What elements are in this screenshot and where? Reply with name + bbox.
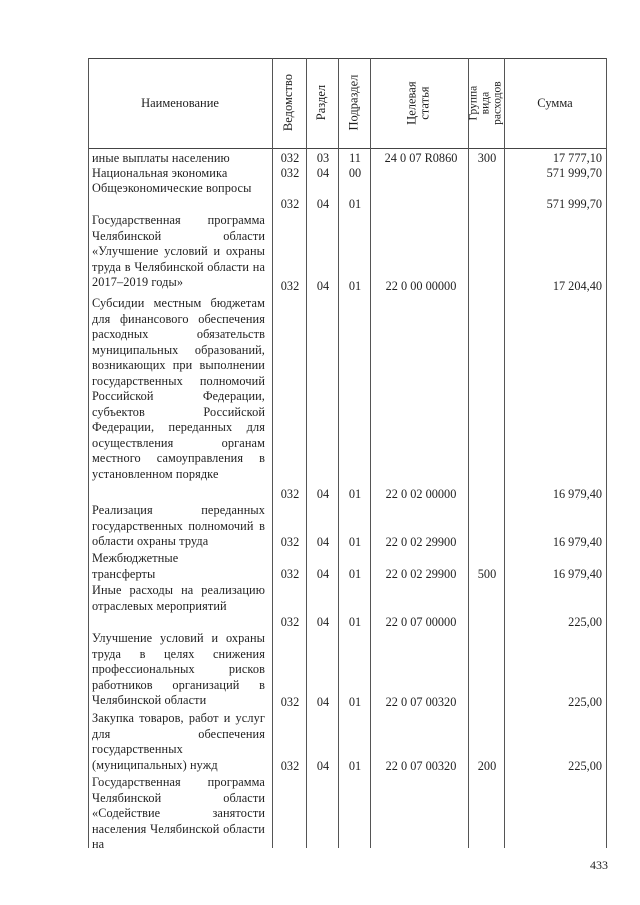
row-razdel: 04 xyxy=(316,759,330,773)
row-summa: 571 999,70 xyxy=(546,166,602,180)
row-name: Субсидии местным бюджетам для финансового обеспечения расходных обязательств муниципальных образований, возникающих при выполнении государственных полномочий Российской Федерации, субъектов Российской Федерации, переданных для осуществления органам местного самоуправления в установленном порядке xyxy=(92,296,265,481)
row-razdel: 04 xyxy=(316,567,330,581)
row-summa: 225,00 xyxy=(568,695,602,709)
column-divider xyxy=(370,58,371,848)
row-podrazdel: 01 xyxy=(348,487,362,501)
header-razdel-label: Раздел xyxy=(314,85,329,121)
row-name: Межбюджетные трансферты xyxy=(92,551,179,581)
row-vedomstvo: 032 xyxy=(280,567,300,581)
row-razdel: 04 xyxy=(316,197,330,211)
row-celevaya: 22 0 07 00320 xyxy=(385,695,457,709)
row-razdel: 04 xyxy=(316,279,330,293)
row-vedomstvo: 032 xyxy=(280,535,300,549)
row-razdel: 04 xyxy=(316,535,330,549)
header-summa xyxy=(504,58,606,148)
row-razdel: 04 xyxy=(316,695,330,709)
header-summa-label: Сумма xyxy=(537,95,573,110)
header-gruppa-label: Группа вида расходов xyxy=(467,81,505,125)
header-name-label: Наименование xyxy=(141,95,219,110)
row-name: Государственная программа Челябинской области «Улучшение условий и охраны труда в Челябинской области на 2017–2019 годы» xyxy=(92,213,265,289)
row-celevaya: 24 0 07 R0860 xyxy=(384,151,458,165)
row-razdel: 04 xyxy=(316,615,330,629)
row-name: иные выплаты населению xyxy=(92,151,230,165)
row-name: Национальная экономика xyxy=(92,166,228,180)
column-divider xyxy=(88,58,89,848)
row-vedomstvo: 032 xyxy=(280,197,300,211)
row-vedomstvo: 032 xyxy=(280,279,300,293)
row-summa: 17 204,40 xyxy=(552,279,602,293)
row-summa: 225,00 xyxy=(568,759,602,773)
row-summa: 16 979,40 xyxy=(552,535,602,549)
row-podrazdel: 11 xyxy=(349,151,361,165)
row-celevaya: 22 0 07 00000 xyxy=(385,615,457,629)
row-summa: 17 777,10 xyxy=(552,151,602,165)
row-celevaya: 22 0 02 29900 xyxy=(385,567,457,581)
row-gruppa: 500 xyxy=(477,567,497,581)
header-podrazdel-label: Подраздел xyxy=(346,75,361,131)
page-number: 433 xyxy=(590,858,608,872)
row-vedomstvo: 032 xyxy=(280,151,300,165)
column-divider xyxy=(468,58,469,848)
column-divider xyxy=(338,58,339,848)
header-razdel xyxy=(306,58,338,148)
row-vedomstvo: 032 xyxy=(280,487,300,501)
header-celevaya xyxy=(370,58,468,148)
row-name: Реализация переданных государственных полномочий в области охраны труда xyxy=(92,503,265,548)
row-podrazdel: 01 xyxy=(348,197,362,211)
row-podrazdel: 01 xyxy=(348,535,362,549)
row-vedomstvo: 032 xyxy=(280,759,300,773)
row-celevaya: 22 0 07 00320 xyxy=(385,759,457,773)
header-vedomstvo-label: Ведомство xyxy=(281,74,296,132)
row-celevaya: 22 0 02 00000 xyxy=(385,487,457,501)
row-name: Государственная программа Челябинской области «Содействие занятости населения Челябинской области на xyxy=(92,775,265,851)
column-divider xyxy=(272,58,273,848)
row-gruppa: 200 xyxy=(477,759,497,773)
row-podrazdel: 01 xyxy=(348,759,362,773)
row-podrazdel: 01 xyxy=(348,615,362,629)
header-name xyxy=(88,58,272,148)
row-summa: 225,00 xyxy=(568,615,602,629)
row-summa: 16 979,40 xyxy=(552,487,602,501)
row-celevaya: 22 0 00 00000 xyxy=(385,279,457,293)
row-name: Улучшение условий и охраны труда в целях снижения профессиональных рисков работников организаций в Челябинской области xyxy=(92,631,265,707)
row-podrazdel: 01 xyxy=(348,279,362,293)
row-razdel: 04 xyxy=(316,487,330,501)
row-name: Закупка товаров, работ и услуг для обеспечения государственных (муниципальных) нужд xyxy=(92,711,265,772)
row-podrazdel: 00 xyxy=(348,166,362,180)
row-name: Иные расходы на реализацию отраслевых мероприятий xyxy=(92,583,265,613)
header-bottom-border xyxy=(88,148,607,149)
row-vedomstvo: 032 xyxy=(280,695,300,709)
row-razdel: 03 xyxy=(316,151,330,165)
header-podrazdel xyxy=(338,58,370,148)
row-gruppa: 300 xyxy=(477,151,497,165)
row-summa: 571 999,70 xyxy=(546,197,602,211)
column-divider xyxy=(306,58,307,848)
row-vedomstvo: 032 xyxy=(280,166,300,180)
header-gruppa xyxy=(468,58,504,148)
row-podrazdel: 01 xyxy=(348,695,362,709)
header-vedomstvo xyxy=(272,58,306,148)
row-vedomstvo: 032 xyxy=(280,615,300,629)
row-razdel: 04 xyxy=(316,166,330,180)
column-divider xyxy=(606,58,607,848)
row-summa: 16 979,40 xyxy=(552,567,602,581)
row-celevaya: 22 0 02 29900 xyxy=(385,535,457,549)
header-celevaya-label: Целевая статья xyxy=(404,81,432,125)
row-name: Общеэкономические вопросы xyxy=(92,181,252,195)
row-podrazdel: 01 xyxy=(348,567,362,581)
